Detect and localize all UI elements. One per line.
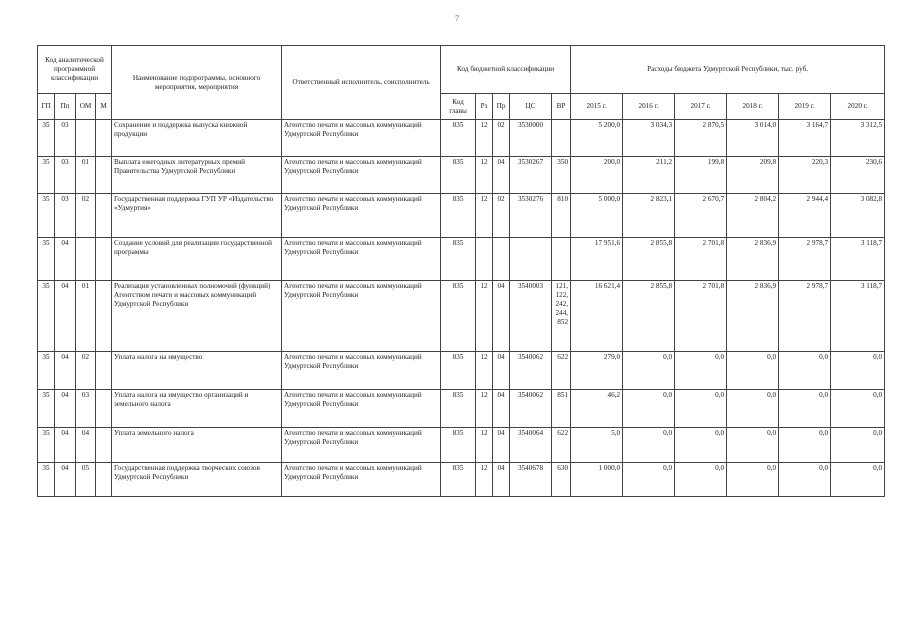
cs-header: ЦС [510,94,552,120]
cell-rz: 12 [476,352,493,390]
cell-2018: 2 836,9 [727,281,779,352]
cell-kod-glavy: 835 [441,238,476,281]
cell-responsible: Агентство печати и массовых коммуникаций Удмуртской Республики [282,428,441,463]
cell-responsible: Агентство печати и массовых коммуникаций Удмуртской Республики [282,463,441,497]
cell-name: Сохранение и поддержка выпуска книжной продукции [112,120,282,157]
cell-kod-glavy: 835 [441,194,476,238]
cell-vr: 622 [552,352,571,390]
cell-2016: 2 855,8 [623,281,675,352]
cell-pp: 04 [55,428,76,463]
cell-vr: 630 [552,463,571,497]
cell-m [96,281,112,352]
cell-pp: 04 [55,463,76,497]
cell-2017: 2 670,7 [675,194,727,238]
cell-rz: 12 [476,120,493,157]
cell-pr: 02 [493,120,510,157]
gp-header: ГП [38,94,55,120]
cell-m [96,352,112,390]
cell-gp: 35 [38,281,55,352]
cell-2019: 2 978,7 [779,238,831,281]
cell-cs [510,238,552,281]
cell-gp: 35 [38,157,55,194]
year-2017-header: 2017 г. [675,94,727,120]
cell-2019: 0,0 [779,352,831,390]
cell-2019: 0,0 [779,428,831,463]
m-header: М [96,94,112,120]
cell-pr: 04 [493,428,510,463]
year-2020-header: 2020 г. [831,94,885,120]
cell-2016: 0,0 [623,352,675,390]
cell-2015: 1 000,0 [571,463,623,497]
cell-om [76,238,96,281]
year-2015-header: 2015 г. [571,94,623,120]
cell-2015: 5 000,0 [571,194,623,238]
cell-2020: 3 082,8 [831,194,885,238]
cell-cs: 3540062 [510,352,552,390]
cell-pp: 03 [55,157,76,194]
table-row [38,157,885,194]
cell-2018: 0,0 [727,352,779,390]
cell-2016: 3 034,3 [623,120,675,157]
table-row [38,281,885,352]
cell-name: Создание условий для реализации государственной программы [112,238,282,281]
cell-responsible: Агентство печати и массовых коммуникаций Удмуртской Республики [282,281,441,352]
cell-2020: 0,0 [831,390,885,428]
cell-2017: 0,0 [675,390,727,428]
cell-2017: 2 870,5 [675,120,727,157]
cell-2016: 2 823,1 [623,194,675,238]
table-row [38,390,885,428]
cell-2020: 0,0 [831,428,885,463]
table-row [38,463,885,497]
budget-table [37,45,885,497]
cell-pr: 04 [493,157,510,194]
pr-header: Пр [493,94,510,120]
cell-cs: 3530000 [510,120,552,157]
year-2018-header: 2018 г. [727,94,779,120]
cell-rz: 12 [476,281,493,352]
cell-pr: 04 [493,390,510,428]
cell-rz: 12 [476,194,493,238]
cell-2020: 0,0 [831,352,885,390]
cell-om [76,120,96,157]
cell-pr [493,238,510,281]
cell-kod-glavy: 835 [441,157,476,194]
cell-gp: 35 [38,390,55,428]
cell-2017: 0,0 [675,428,727,463]
cell-gp: 35 [38,194,55,238]
cell-m [96,428,112,463]
cell-name: Государственная поддержка ГУП УР «Издательство «Удмуртия» [112,194,282,238]
cell-2019: 3 164,7 [779,120,831,157]
cell-rz: 12 [476,428,493,463]
om-header: ОМ [76,94,96,120]
cell-vr: 121, 122, 242, 244, 852 [552,281,571,352]
table-row [38,120,885,157]
cell-om: 02 [76,194,96,238]
cell-responsible: Агентство печати и массовых коммуникаций Удмуртской Республики [282,390,441,428]
pp-header: Пп [55,94,76,120]
analytic-code-header: Код аналитической программной классификации [38,46,112,94]
cell-gp: 35 [38,463,55,497]
cell-name: Уплата налога на имущество организаций и земельного налога [112,390,282,428]
cell-m [96,463,112,497]
cell-om: 03 [76,390,96,428]
cell-2015: 16 621,4 [571,281,623,352]
cell-m [96,390,112,428]
cell-rz: 12 [476,463,493,497]
cell-cs: 3540003 [510,281,552,352]
cell-kod-glavy: 835 [441,463,476,497]
cell-cs: 3540678 [510,463,552,497]
cell-2018: 2 804,2 [727,194,779,238]
cell-name: Выплата ежегодных литературных премий Правительства Удмуртской Республики [112,157,282,194]
cell-pr: 04 [493,463,510,497]
cell-gp: 35 [38,352,55,390]
cell-pr: 04 [493,281,510,352]
header-row-1 [38,46,885,94]
cell-vr [552,238,571,281]
cell-2018: 0,0 [727,390,779,428]
cell-gp: 35 [38,428,55,463]
cell-cs: 3530267 [510,157,552,194]
cell-2017: 2 701,8 [675,281,727,352]
cell-vr [552,120,571,157]
cell-2016: 211,2 [623,157,675,194]
cell-om: 02 [76,352,96,390]
cell-responsible: Агентство печати и массовых коммуникаций Удмуртской Республики [282,238,441,281]
cell-gp: 35 [38,238,55,281]
cell-2018: 209,8 [727,157,779,194]
cell-cs: 3540064 [510,428,552,463]
cell-responsible: Агентство печати и массовых коммуникаций Удмуртской Республики [282,120,441,157]
cell-pp: 04 [55,352,76,390]
cell-responsible: Агентство печати и массовых коммуникаций Удмуртской Республики [282,157,441,194]
cell-2015: 279,0 [571,352,623,390]
cell-vr: 851 [552,390,571,428]
expenses-header: Расходы бюджета Удмуртской Республики, тыс. руб. [571,46,885,94]
cell-2018: 3 014,0 [727,120,779,157]
cell-2017: 0,0 [675,463,727,497]
cell-2019: 0,0 [779,463,831,497]
cell-pp: 04 [55,238,76,281]
cell-om: 04 [76,428,96,463]
cell-pp: 03 [55,194,76,238]
cell-2019: 220,3 [779,157,831,194]
cell-rz [476,238,493,281]
cell-pp: 04 [55,390,76,428]
cell-2020: 0,0 [831,463,885,497]
cell-2015: 5 200,0 [571,120,623,157]
cell-kod-glavy: 835 [441,352,476,390]
cell-cs: 3530276 [510,194,552,238]
cell-2017: 0,0 [675,352,727,390]
cell-2019: 2 944,4 [779,194,831,238]
cell-2019: 2 978,7 [779,281,831,352]
page-number: 7 [455,14,459,23]
cell-kod-glavy: 835 [441,390,476,428]
cell-pp: 04 [55,281,76,352]
cell-rz: 12 [476,390,493,428]
cell-m [96,194,112,238]
cell-cs: 3540062 [510,390,552,428]
cell-om: 05 [76,463,96,497]
cell-name: Государственная поддержка творческих союзов Удмуртской Республики [112,463,282,497]
year-2019-header: 2019 г. [779,94,831,120]
table-row [38,238,885,281]
cell-2020: 230,6 [831,157,885,194]
cell-2015: 5,0 [571,428,623,463]
cell-kod-glavy: 835 [441,120,476,157]
cell-responsible: Агентство печати и массовых коммуникаций Удмуртской Республики [282,194,441,238]
cell-vr: 622 [552,428,571,463]
cell-2019: 0,0 [779,390,831,428]
cell-2015: 17 951,6 [571,238,623,281]
year-2016-header: 2016 г. [623,94,675,120]
vr-header: ВР [552,94,571,120]
cell-2020: 3 118,7 [831,238,885,281]
cell-responsible: Агентство печати и массовых коммуникаций Удмуртской Республики [282,352,441,390]
cell-name: Уплата земельного налога [112,428,282,463]
table-row [38,352,885,390]
subprogram-name-header: Наименование подпрограммы, основного мероприятия, мероприятия [112,46,282,120]
rz-header: Рз [476,94,493,120]
cell-m [96,120,112,157]
cell-gp: 35 [38,120,55,157]
cell-2018: 2 836,9 [727,238,779,281]
cell-om: 01 [76,281,96,352]
cell-2016: 0,0 [623,463,675,497]
cell-rz: 12 [476,157,493,194]
cell-vr: 350 [552,157,571,194]
responsible-header: Ответственный исполнитель, соисполнитель [282,46,441,120]
kod-glavy-header: Код главы [441,94,476,120]
cell-om: 01 [76,157,96,194]
cell-2016: 0,0 [623,390,675,428]
cell-m [96,157,112,194]
cell-kod-glavy: 835 [441,428,476,463]
cell-2015: 46,2 [571,390,623,428]
cell-2020: 3 118,7 [831,281,885,352]
table-row [38,428,885,463]
cell-2018: 0,0 [727,428,779,463]
cell-2018: 0,0 [727,463,779,497]
cell-2017: 199,8 [675,157,727,194]
cell-2017: 2 701,8 [675,238,727,281]
cell-vr: 810 [552,194,571,238]
budget-code-header: Код бюджетной классификации [441,46,571,94]
cell-2016: 2 855,8 [623,238,675,281]
cell-2016: 0,0 [623,428,675,463]
cell-pr: 02 [493,194,510,238]
table-row [38,194,885,238]
cell-name: Уплата налога на имущество [112,352,282,390]
cell-2020: 3 312,5 [831,120,885,157]
cell-pr: 04 [493,352,510,390]
cell-m [96,238,112,281]
cell-name: Реализация установленных полномочий (функций) Агентством печати и массовых коммуникаций Удмуртской Республики [112,281,282,352]
cell-pp: 03 [55,120,76,157]
cell-2015: 200,0 [571,157,623,194]
cell-kod-glavy: 835 [441,281,476,352]
